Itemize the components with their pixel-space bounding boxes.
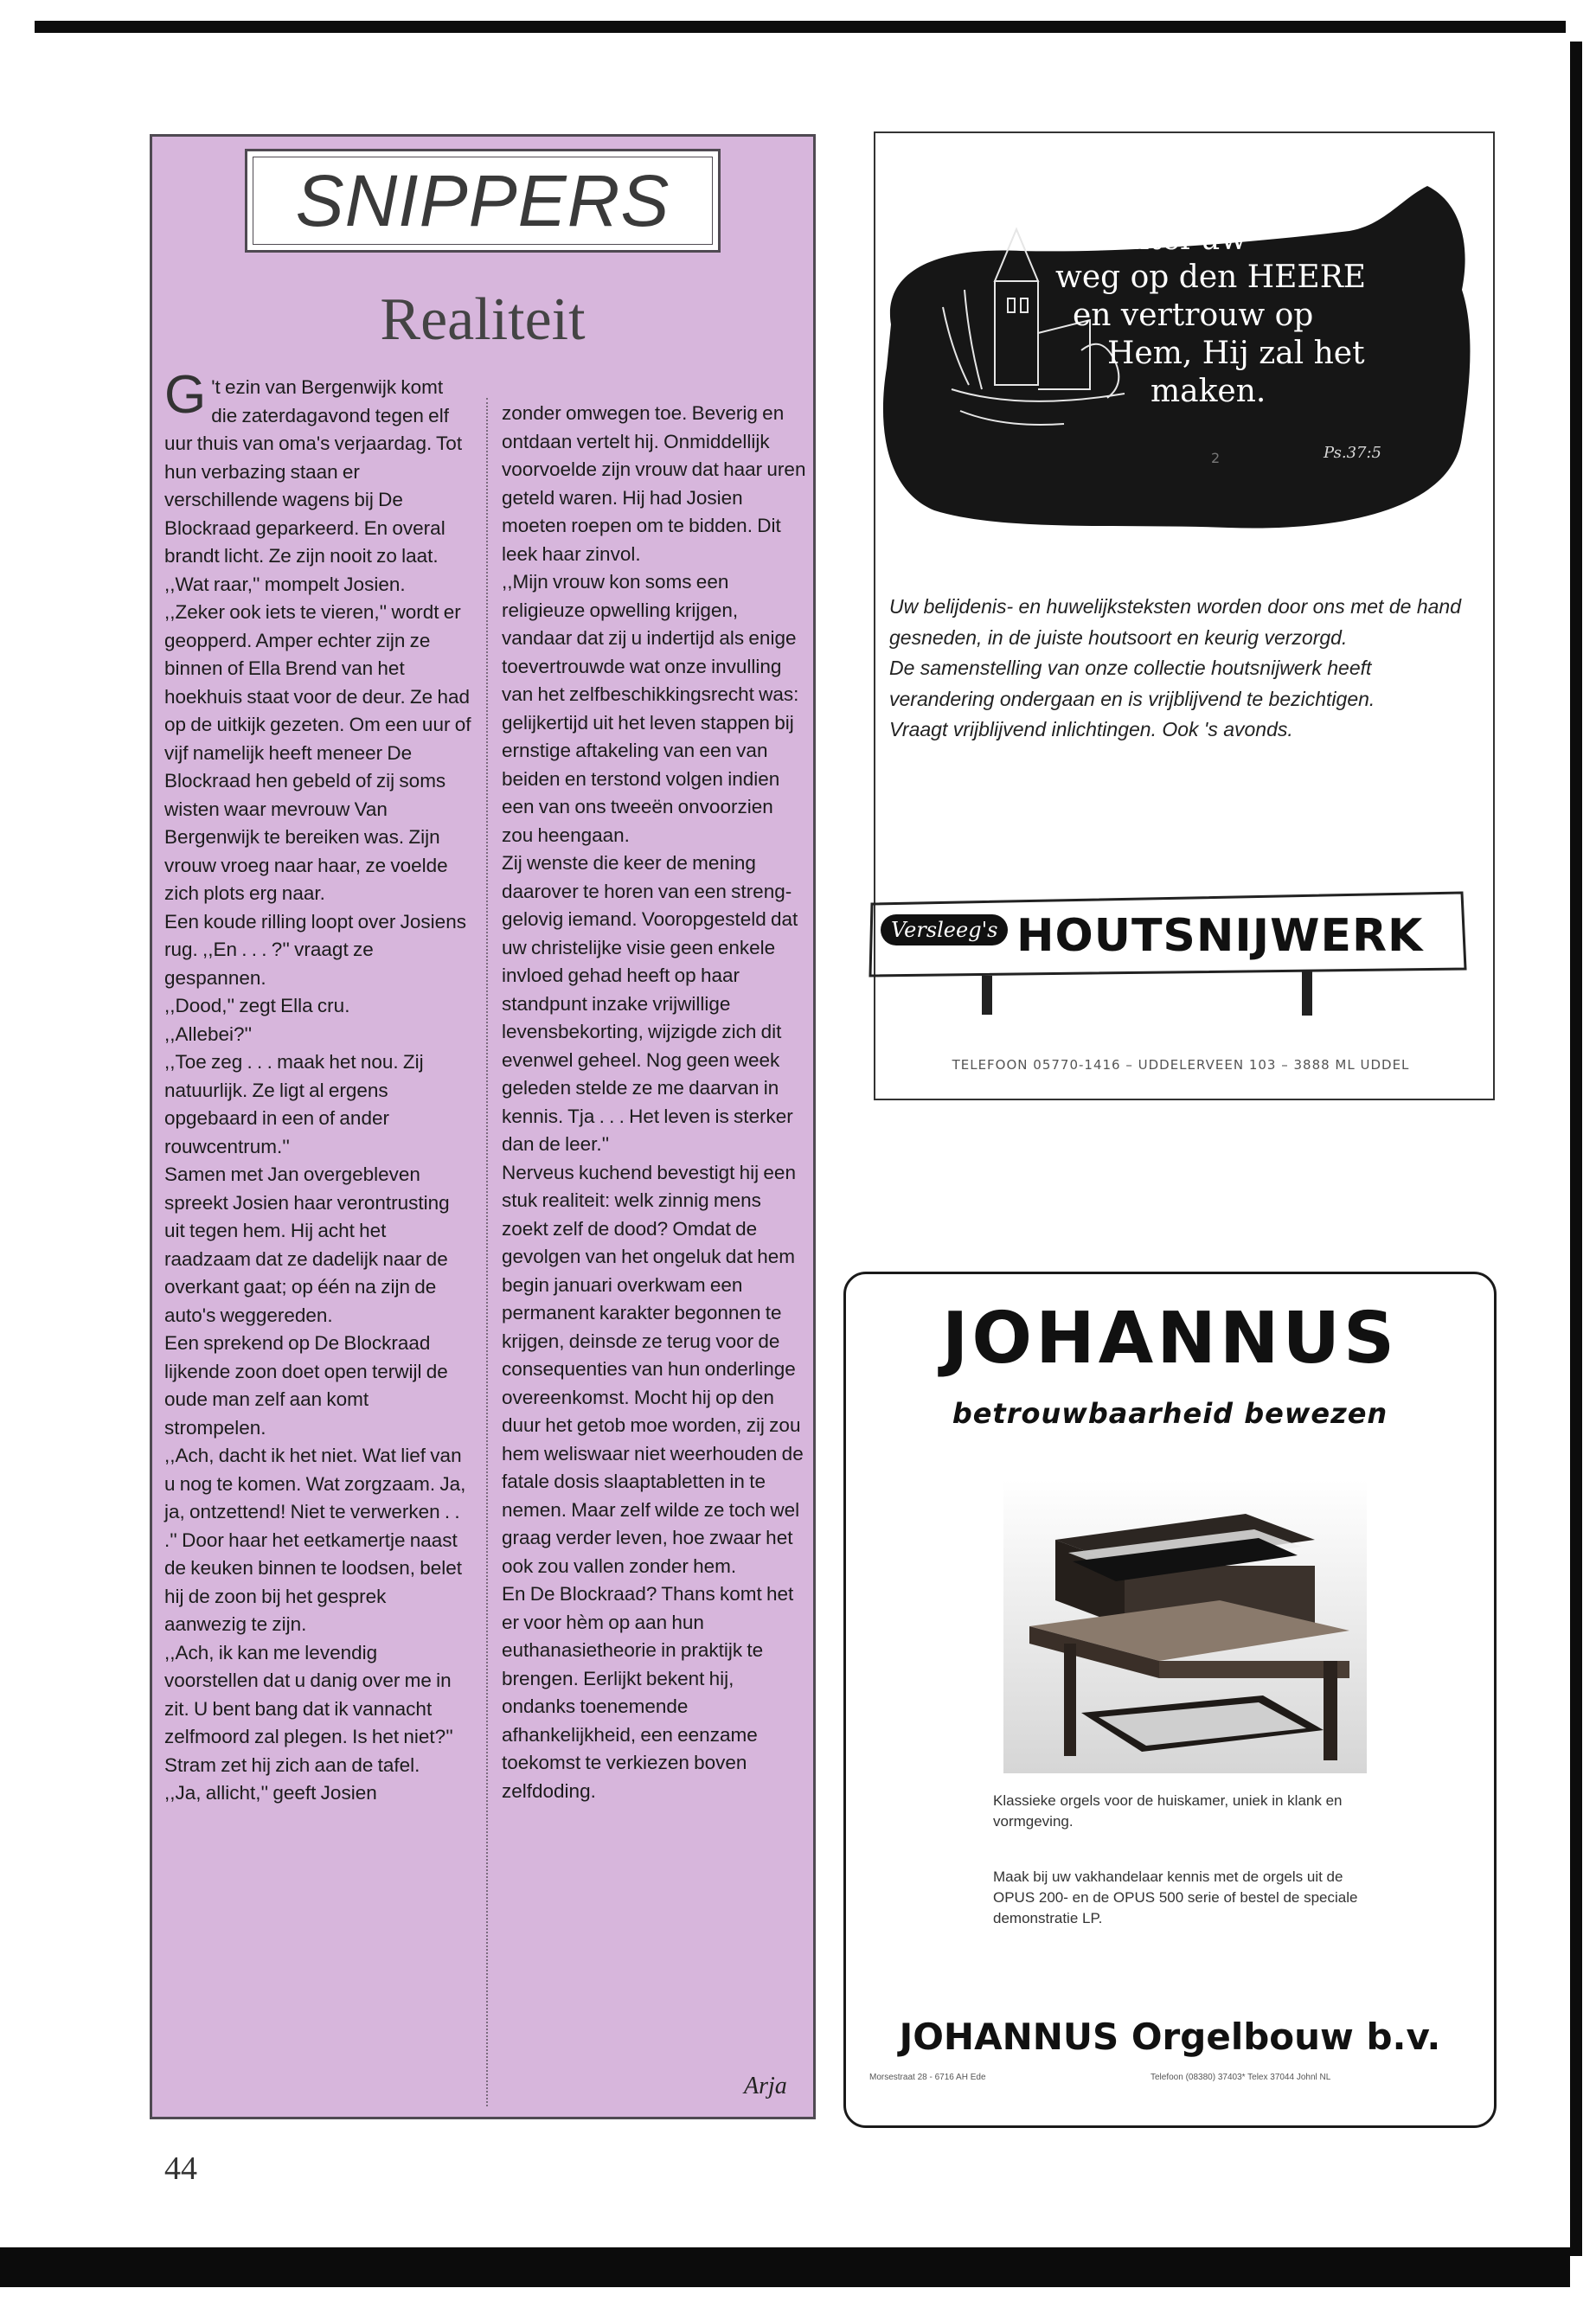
brand-name: HOUTSNIJWERK xyxy=(1016,910,1424,962)
article-paragraph: ,,Allebei?'' xyxy=(164,1022,253,1045)
verse-reference: Ps.37:5 xyxy=(1324,444,1382,462)
article-paragraph: ,,Ach, ik kan me levendig voorstellen dat u danig over me in zit. U bent bang dat ik vannacht zelfmoord zal plegen. Is het niet?'' Stram zet hij zich aan de tafel. xyxy=(164,1641,453,1776)
article-title: Realiteit xyxy=(380,286,586,353)
johannus-logo: JOHANNUS xyxy=(941,1298,1399,1380)
article-paragraph: zonder omwegen toe. Beverig en ontdaan vertelt hij. Onmiddellijk voorvoelde zijn vrouw dat haar uren geteld waren. Hij had Josien moeten roepen om te bidden. Dit leek haar zinvol. xyxy=(502,402,806,565)
article-paragraph: Samen met Jan overgebleven spreekt Josien haar verontrusting uit tegen hem. Hij acht het raadzaam dat ze dadelijk naar de overkant gaat; op één na zijn de auto's weggereden. xyxy=(164,1163,450,1326)
article-column-left xyxy=(164,365,471,1808)
johannus-telephone: Telefoon (08380) 37403* Telex 37044 Johnl NL xyxy=(1151,2073,1331,2082)
houtsnijwerk-ad-text xyxy=(889,592,1473,746)
dropcap-prefix: 't xyxy=(211,376,226,398)
ad-paragraph: Vraagt vrijblijvend inlichtingen. Ook 's avonds. xyxy=(889,718,1293,740)
article-paragraph: Een koude rilling loopt over Josiens rug. ,,En . . . ?'' vraagt ze gespannen. xyxy=(164,910,466,989)
verse-line: Hem, Hij zal het xyxy=(1107,336,1365,371)
page-number: 44 xyxy=(164,2150,197,2187)
bottom-rule xyxy=(0,2247,1570,2287)
article-paragraph: ,,Dood,'' zegt Ella cru. xyxy=(164,995,350,1016)
article-paragraph: ,,Wat raar,'' mompelt Josien. xyxy=(164,573,406,595)
article-paragraph: Nerveus kuchend bevestigt hij een stuk realiteit: welk zinnig mens zoekt zelf de dood? Omdat de gevolgen van het ongeluk dat hem begin januari overkwam een permanent karakter begonnen te krijgen, deinsde ze terug voor de consequenties van hun onderlinge overeenkomst. Mocht hij op den duur het getob moe worden, zij zou hem weliswaar niet weerhouden de fatale dosis slaaptabletten in te nemen. Maar zelf wilde ze toch wel graag verder leven, hoe zwaar het ook zou vallen zonder hem. xyxy=(502,1161,804,1577)
snippers-header-box xyxy=(245,149,721,253)
right-rule xyxy=(1570,42,1582,2256)
verse-line: weg op den HEERE xyxy=(1055,260,1367,295)
article-paragraph: ,,Mijn vrouw kon soms een religieuze opwelling krijgen, vandaar dat zij u indertijd als enige toevertrouwde wat onze invulling van het zelfbeschikkingsrecht was: gelijkertijd uit het leven stappen bij ernstige aftakeling van een van beiden en terstond volgen indien een van ons tweeën onvoorzien zou heengaan. xyxy=(502,571,799,846)
johannus-address: Morsestraat 28 - 6716 AH Ede xyxy=(869,2073,986,2082)
article-column-right xyxy=(502,400,806,1805)
dropcap: G xyxy=(164,365,207,425)
snippers-header: SNIPPERS xyxy=(253,157,713,245)
article-paragraph: ,,Zeker ook iets te vieren,'' wordt er geopperd. Amper echter zijn ze binnen of Ella Brend van het hoekhuis staat voor de deur. Ze had op de uitkijk gezeten. Om een uur of vijf namelijk heeft meneer De Blockraad hen gebeld of zij soms wisten waar mevrouw Van Bergenwijk te bereiken was. Zijn vrouw vroeg naar haar, ze voelde zich plots erg naar. xyxy=(164,601,471,904)
verse-line: Wentel uw xyxy=(1081,221,1247,257)
church-mark: 2 xyxy=(1211,450,1221,466)
top-rule xyxy=(35,21,1566,33)
ad-paragraph: Uw belijdenis- en huwelijksteksten worden door ons met de hand gesneden, in de juiste houtsoort en keurig verzorgd. xyxy=(889,595,1461,649)
article-paragraph: ,,Toe zeg . . . maak het nou. Zij natuurlijk. Ze ligt al ergens opgebaard in een of ander rouwcentrum.'' xyxy=(164,1051,424,1157)
ad-paragraph: De samenstelling van onze collectie houtsnijwerk heeft verandering ondergaan en is vrijblijvend te bezichtigen. xyxy=(889,657,1375,710)
article-paragraph: En De Blockraad? Thans komt het er voor hèm op aan hun euthanasietheorie in praktijk te brengen. Eerlijkt bekent hij, ondanks toenemende afhankelijkheid, een eenzame toekomst te verkiezen boven zelfdoding. xyxy=(502,1583,794,1802)
article-paragraph: Een sprekend op De Blockraad lijkende zoon doet open terwijl de oude man zelf aan komt strompelen. xyxy=(164,1332,448,1439)
article-paragraph: ,,Ach, dacht ik het niet. Wat lief van u nog te komen. Wat zorgzaam. Ja, ja, ontzettend! Niet te verwerken . . .'' Door haar het eetkamertje naast de keuken binnen te loodsen, belet hij de zoon bij het gesprek aanwezig te zijn. xyxy=(164,1445,466,1635)
johannus-description: Klassieke orgels voor de huiskamer, uniek in klank en vormgeving. xyxy=(993,1792,1343,1830)
author-signature: Arja xyxy=(744,2073,787,2099)
johannus-call-to-action: Maak bij uw vakhandelaar kennis met de orgels uit de OPUS 200- en de OPUS 500 serie of bestel de speciale demonstratie LP. xyxy=(993,1868,1358,1926)
johannus-company-name: JOHANNUS Orgelbouw b.v. xyxy=(899,2016,1441,2058)
plaque-verse xyxy=(1055,221,1471,411)
organ-photo xyxy=(1003,1479,1367,1773)
brand-prefix: Versleeg's xyxy=(881,914,1008,945)
article-paragraph xyxy=(164,365,471,571)
article-paragraph: ,,Ja, allicht,'' geeft Josien xyxy=(164,1782,377,1804)
verse-line: maken. xyxy=(1151,374,1266,409)
article-paragraph-text: ezin van Bergenwijk komt die zaterdagavond tegen elf uur thuis van oma's verjaardag. Tot hun verbazing staan er verschillende wagens bij De Blockraad geparkeerd. En overal brandt licht. Ze zijn nooit zo laat. xyxy=(164,376,463,567)
column-divider xyxy=(486,398,488,2106)
verse-line: en vertrouw op xyxy=(1073,298,1314,333)
johannus-tagline: betrouwbaarheid bewezen xyxy=(952,1397,1388,1430)
phone-line: TELEFOON 05770-1416 – UDDELERVEEN 103 – 3888 ML UDDEL xyxy=(952,1057,1410,1073)
article-paragraph: Zij wenste die keer de mening daarover te horen van een streng-gelovig iemand. Vooropgesteld dat uw christelijke visie geen enkele invloed gehad heeft op haar standpunt inzake vrijwillige levensbekorting, wijzigde zich dit evenwel geheel. Nog geen week geleden stelde ze me daarvan in kennis. Tja . . . Het leven is sterker dan de leer.'' xyxy=(502,852,798,1155)
